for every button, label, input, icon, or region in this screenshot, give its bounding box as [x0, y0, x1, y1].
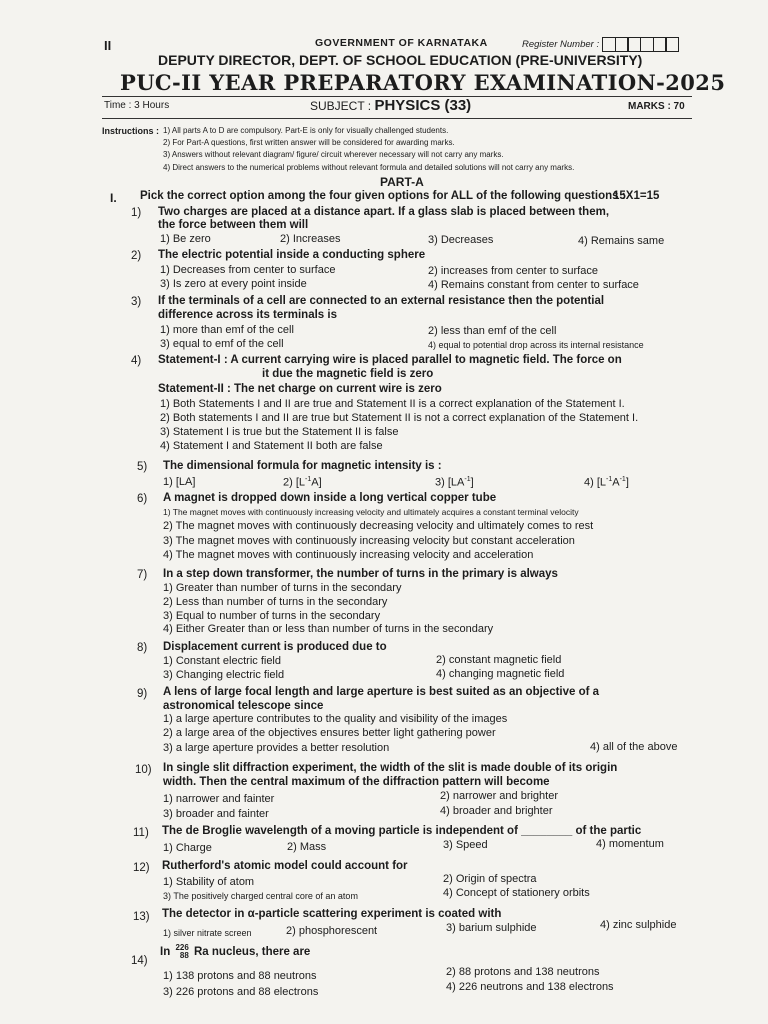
question-number: 2): [131, 250, 142, 262]
option: 2) phosphorescent: [286, 925, 378, 937]
instruction-item: 2) For Part-A questions, first written answer will be considered for awarding marks.: [163, 138, 455, 147]
question-number: 3): [131, 296, 142, 308]
option: 2) narrower and brighter: [440, 790, 559, 802]
option: 1) more than emf of the cell: [160, 324, 294, 336]
register-number-box: [522, 37, 679, 52]
header-divider-bottom: [102, 118, 692, 119]
question-text: In single slit diffraction experiment, the width of the slit is made double of its origin: [163, 762, 618, 774]
option: 3) broader and fainter: [163, 808, 269, 820]
question-text: Rutherford's atomic model could account for: [162, 860, 408, 872]
question-number: 6): [137, 493, 148, 505]
option: 4) The magnet moves with continuously increasing velocity and acceleration: [163, 549, 534, 561]
question-number: 12): [133, 862, 150, 874]
government-heading: GOVERNMENT OF KARNATAKA: [315, 37, 488, 49]
option: 1) Charge: [163, 842, 212, 854]
option: 4) Statement I and Statement II both are false: [160, 440, 383, 452]
option: 3) Changing electric field: [163, 669, 285, 681]
option: 2) constant magnetic field: [436, 654, 562, 666]
nuclide-notation: 226 88: [175, 943, 189, 960]
option: 3) a large aperture provides a better resolution: [163, 742, 390, 754]
question-text: width. Then the central maximum of the diffraction pattern will become: [163, 776, 550, 788]
option: 2) Origin of spectra: [443, 873, 537, 885]
option: 3) Statement I is true but the Statement II is false: [160, 426, 399, 438]
question-text: If the terminals of a cell are connected to an external resistance then the potential: [158, 295, 605, 307]
option: 1) silver nitrate screen: [163, 928, 252, 938]
question-number: 4): [131, 355, 142, 367]
exam-marks: MARKS : 70: [628, 101, 685, 112]
option: 4) changing magnetic field: [436, 668, 565, 680]
question-number: 7): [137, 569, 148, 581]
option: 4) all of the above: [590, 741, 678, 753]
option: 3) $[LA^{-1}]$: [435, 476, 474, 489]
instruction-item: 3) Answers without relevant diagram/ figure/ circuit wherever necessary will not carry any marks.: [163, 150, 504, 159]
option: 2) Both statements I and II are true but Statement II is not a correct explanation of the Statement I.: [160, 412, 639, 424]
section-instruction: Pick the correct option among the four given options for ALL of the following questions :: [140, 190, 626, 202]
option: 1) Greater than number of turns in the secondary: [163, 582, 402, 594]
question-number: 8): [137, 642, 148, 654]
instructions-label: Instructions :: [102, 126, 160, 136]
option: 3) Speed: [443, 839, 488, 851]
question-text: Displacement current is produced due to: [163, 641, 387, 653]
option: 3) The magnet moves with continuously increasing velocity but constant acceleration: [163, 535, 575, 547]
question-text: The dimensional formula for magnetic intensity is :: [163, 460, 442, 472]
question-text: Statement-II : The net charge on current wire is zero: [158, 383, 442, 395]
question-number: 10): [135, 764, 152, 776]
option: 1) a large aperture contributes to the quality and visibility of the images: [163, 713, 508, 725]
question-number: 14): [131, 955, 148, 967]
option: 4) Concept of stationery orbits: [443, 887, 590, 899]
option: 3) barium sulphide: [446, 922, 537, 934]
question-text: Two charges are placed at a distance apart. If a glass slab is placed between them,: [158, 206, 610, 218]
section-number: I.: [110, 191, 117, 205]
option: 3) Decreases: [428, 234, 494, 246]
instruction-item: 4) Direct answers to the numerical problems without relevant formula and detailed solutions will not carry any marks.: [163, 163, 575, 172]
question-number: 1): [131, 207, 142, 219]
option: 2) 88 protons and 138 neutrons: [446, 966, 600, 978]
question-text: The detector in α-particle scattering experiment is coated with: [162, 908, 502, 920]
option: 2) less than emf of the cell: [428, 325, 557, 337]
subject-name: PHYSICS (33): [374, 97, 472, 114]
question-text: In a step down transformer, the number of turns in the primary is always: [163, 568, 558, 580]
question-text: Statement-I : A current carrying wire is placed parallel to magnetic field. The force on: [158, 354, 622, 366]
question-number: 9): [137, 688, 148, 700]
option: 3) 226 protons and 88 electrons: [163, 986, 319, 998]
option: 2) Increases: [280, 233, 341, 245]
question-text: it due the magnetic field is zero: [262, 368, 434, 380]
question-text: The electric potential inside a conducting sphere: [158, 249, 426, 261]
instruction-item: 1) All parts A to D are compulsory. Part-E is only for visually challenged students.: [163, 126, 449, 135]
option: 1) Decreases from center to surface: [160, 264, 336, 276]
option: 1) Be zero: [160, 233, 211, 245]
option: 2) Less than number of turns in the secondary: [163, 596, 388, 608]
option: 4) equal to potential drop across its internal resistance: [428, 340, 644, 350]
exam-time: Time : 3 Hours: [104, 100, 170, 111]
option: 2) The magnet moves with continuously decreasing velocity and ultimately comes to rest: [163, 520, 594, 532]
option: 1) [LA]: [163, 476, 196, 488]
question-text: the force between them will: [158, 219, 309, 231]
exam-title: PUC-II YEAR PREPARATORY EXAMINATION-2025: [120, 70, 726, 95]
option: 4) 226 neutrons and 138 electrons: [446, 981, 614, 993]
question-text: difference across its terminals is: [158, 309, 337, 321]
question-text: A lens of large focal length and large aperture is best suited as an objective of a: [163, 686, 600, 698]
option: 1) narrower and fainter: [163, 793, 275, 805]
option: 4) zinc sulphide: [600, 919, 677, 931]
option: 1) Constant electric field: [163, 655, 281, 667]
subject-label: SUBJECT :: [310, 99, 372, 113]
option: 3) Is zero at every point inside: [160, 278, 307, 290]
question-text: A magnet is dropped down inside a long vertical copper tube: [163, 492, 497, 504]
subject-line: [310, 97, 471, 114]
option: 2) increases from center to surface: [428, 265, 598, 277]
question-text: In 226 88 Ra nucleus, there are: [160, 943, 311, 960]
option: 2) a large area of the objectives ensures better light gathering power: [163, 727, 496, 739]
question-number: 5): [137, 461, 148, 473]
option: 2) $[L^{-1}A]$: [283, 476, 322, 489]
department-heading: DEPUTY DIRECTOR, DEPT. OF SCHOOL EDUCATION (PRE-UNIVERSITY): [158, 52, 643, 68]
question-number: 13): [133, 911, 150, 923]
option: 1) 138 protons and 88 neutrons: [163, 970, 317, 982]
option: 4) broader and brighter: [440, 805, 553, 817]
option: 1) The magnet moves with continuously increasing velocity and ultimately acquires a constant terminal velocity: [163, 507, 579, 517]
option: 4) $[L^{-1}A^{-1}]$: [584, 476, 629, 489]
question-text: astronomical telescope since: [163, 700, 324, 712]
section-marks: 15X1=15: [613, 190, 660, 202]
option: 4) Remains same: [578, 235, 665, 247]
option: 1) Both Statements I and II are true and Statement II is a correct explanation of the Statement I.: [160, 398, 625, 410]
option: 2) Mass: [287, 841, 327, 853]
paper-code-roman: II: [104, 38, 112, 53]
option: 4) momentum: [596, 838, 664, 850]
question-text: The de Broglie wavelength of a moving particle is independent of ________ of the partic: [162, 825, 642, 837]
option: 3) equal to emf of the cell: [160, 338, 284, 350]
option: 4) Remains constant from center to surface: [428, 279, 639, 291]
register-number-cells: [603, 37, 679, 52]
option: 4) Either Greater than or less than number of turns in the secondary: [163, 623, 494, 635]
part-title: PART-A: [380, 175, 424, 189]
question-number: 11): [133, 827, 149, 839]
option: 1) Stability of atom: [163, 876, 255, 888]
option: 3) The positively charged central core of an atom: [163, 891, 358, 901]
register-number-label: Register Number :: [522, 39, 600, 50]
option: 3) Equal to number of turns in the secondary: [163, 610, 381, 622]
